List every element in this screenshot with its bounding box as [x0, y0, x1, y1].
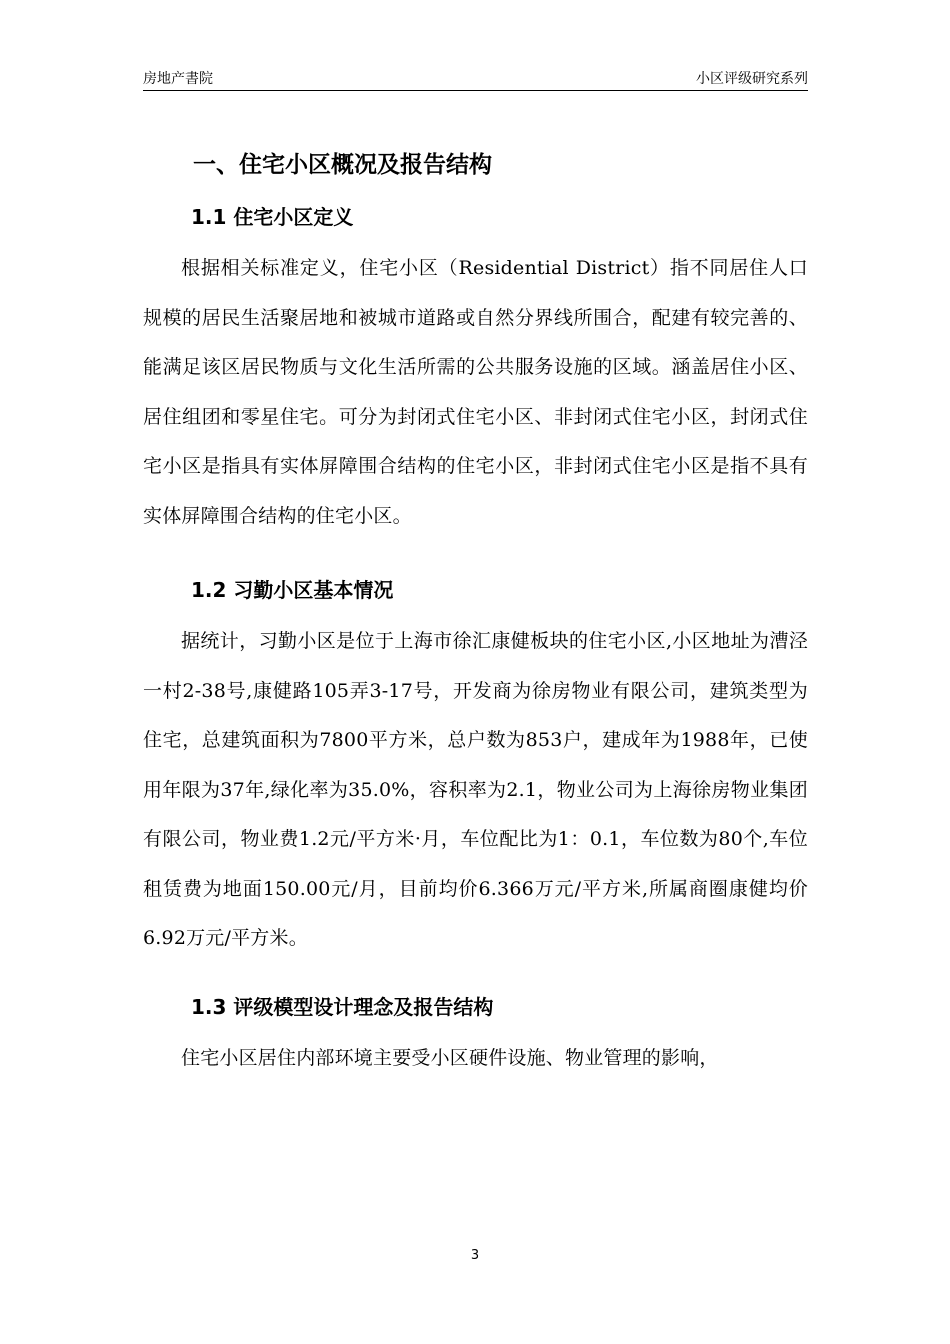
subsection-title-1-3: 1.3 评级模型设计理念及报告结构 [191, 994, 494, 1019]
document-body [143, 140, 808, 1083]
subsection-title-1-2: 1.2 习勤小区基本情况 [191, 578, 394, 602]
paragraph-model-design: 住宅小区居住内部环境主要受小区硬件设施、物业管理的影响， [181, 1046, 719, 1069]
page-number: 3 [470, 1248, 480, 1263]
header-publisher: 房地产書院 [143, 71, 213, 87]
paragraph-basic-info: 据统计，习勤小区是位于上海市徐汇康健板块的住宅小区,小区地址为漕泾一村2-38号,康健路105弄3-17号，开发商为徐房物业有限公司，建筑类型为住宅，总建筑面积为7800平方米，总户数为853户，建成年为1988年，已使用年限为37年,绿化率为35.0%，容积率为2.1，物业公司为上海徐房物业集团有限公司，物业费1.2元/平方米·月，车位配比为1：0.1，车位数为80个,车位租赁费为地面150.00元/月，目前均价6.366万元/平方米,所属商圈康健均价6.92万元/平方米。 [143, 630, 808, 949]
paragraph-definition: 根据相关标准定义，住宅小区（Residential District）指不同居住人口规模的居民生活聚居地和被城市道路或自然分界线所围合，配建有较完善的、能满足该区居民物质与文化生活所需的公共服务设施的区域。涵盖居住小区、居住组团和零星住宅。可分为封闭式住宅小区、非封闭式住宅小区，封闭式住宅小区是指具有实体屏障围合结构的住宅小区，非封闭式住宅小区是指不具有实体屏障围合结构的住宅小区。 [143, 257, 808, 527]
subsection-title-1-1: 1.1 住宅小区定义 [191, 205, 354, 229]
page-header [143, 66, 808, 91]
section-title: 一、住宅小区概况及报告结构 [193, 152, 492, 178]
header-series: 小区评级研究系列 [696, 71, 808, 87]
